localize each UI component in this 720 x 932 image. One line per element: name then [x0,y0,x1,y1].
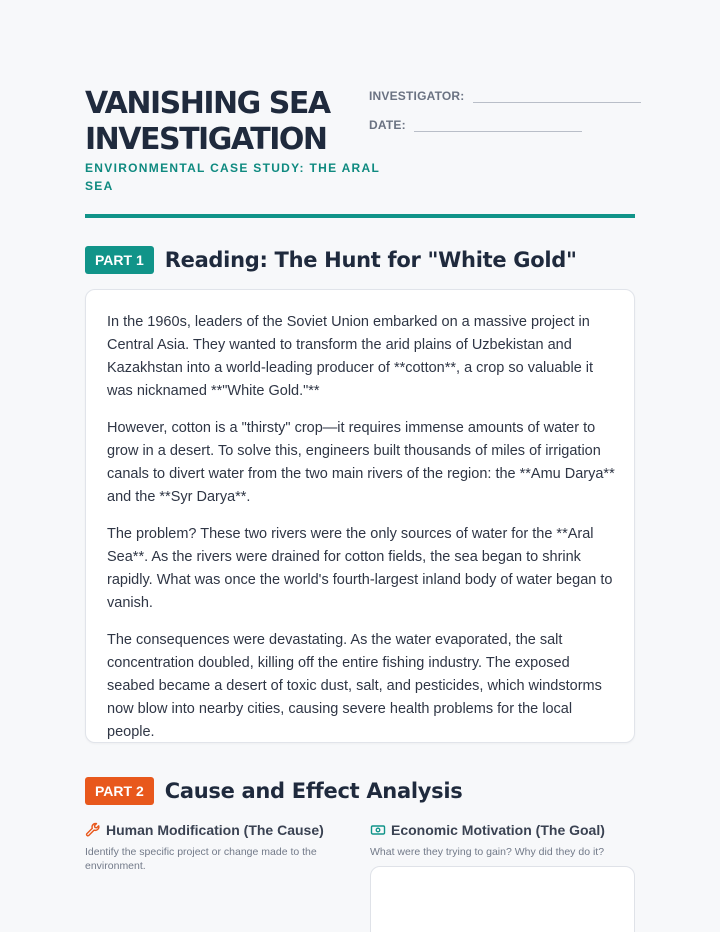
page-title: VANISHING SEA INVESTIGATION [85,86,330,157]
wrench-icon [85,822,101,838]
goal-description: What were they trying to gain? Why did they do it? [370,846,605,858]
goal-column [370,820,635,859]
cause-heading [85,820,350,840]
reading-paragraph: The problem? These two rivers were the only sources of water for the **Aral Sea**. As the rivers were drained for cotton fields, the sea began to shrink rapidly. What was once the world's fourth-largest inland body of water began to vanish. [107,526,613,611]
part2-header [85,777,462,805]
part2-badge: PART 2 [85,777,154,805]
date-row [369,117,582,132]
part1-badge: PART 1 [85,246,154,274]
money-icon [370,822,386,838]
reading-paragraph: The consequences were devastating. As the water evaporated, the salt concentration doubled, killing off the entire fishing industry. The exposed seabed became a desert of toxic dust, salt, and pesticides, which windstorms now blow into nearby cities, causing severe health problems for the local people. [107,632,602,740]
goal-heading [370,820,635,840]
cause-description: Identify the specific project or change made to the environment. [85,846,317,872]
goal-title: Economic Motivation (The Goal) [391,822,605,838]
cause-title: Human Modification (The Cause) [106,822,324,838]
reading-card [85,289,635,743]
reading-paragraph: In the 1960s, leaders of the Soviet Union embarked on a massive project in Central Asia. They wanted to transform the arid plains of Uzbekistan and Kazakhstan into a world-leading producer of **cotton**, a crop so valuable it was nicknamed **"White Gold."** [107,314,594,399]
page-subtitle: ENVIRONMENTAL CASE STUDY: THE ARAL SEA [85,161,380,193]
part1-title: Reading: The Hunt for "White Gold" [164,248,577,272]
reading-paragraph: However, cotton is a "thirsty" crop—it requires immense amounts of water to grow in a desert. To solve this, engineers built thousands of miles of irrigation canals to divert water from the two main rivers of the region: the **Amu Darya** and the **Syr Darya**. [107,420,615,505]
investigator-label: INVESTIGATOR: [369,89,465,103]
investigator-field[interactable] [473,88,641,103]
header-divider [85,214,635,218]
date-field[interactable] [414,117,582,132]
goal-answer-box[interactable] [370,866,635,932]
part1-header [85,246,577,274]
part2-title: Cause and Effect Analysis [164,779,463,803]
investigator-row [369,88,641,103]
cause-column [85,820,350,873]
date-label: DATE: [369,118,406,132]
